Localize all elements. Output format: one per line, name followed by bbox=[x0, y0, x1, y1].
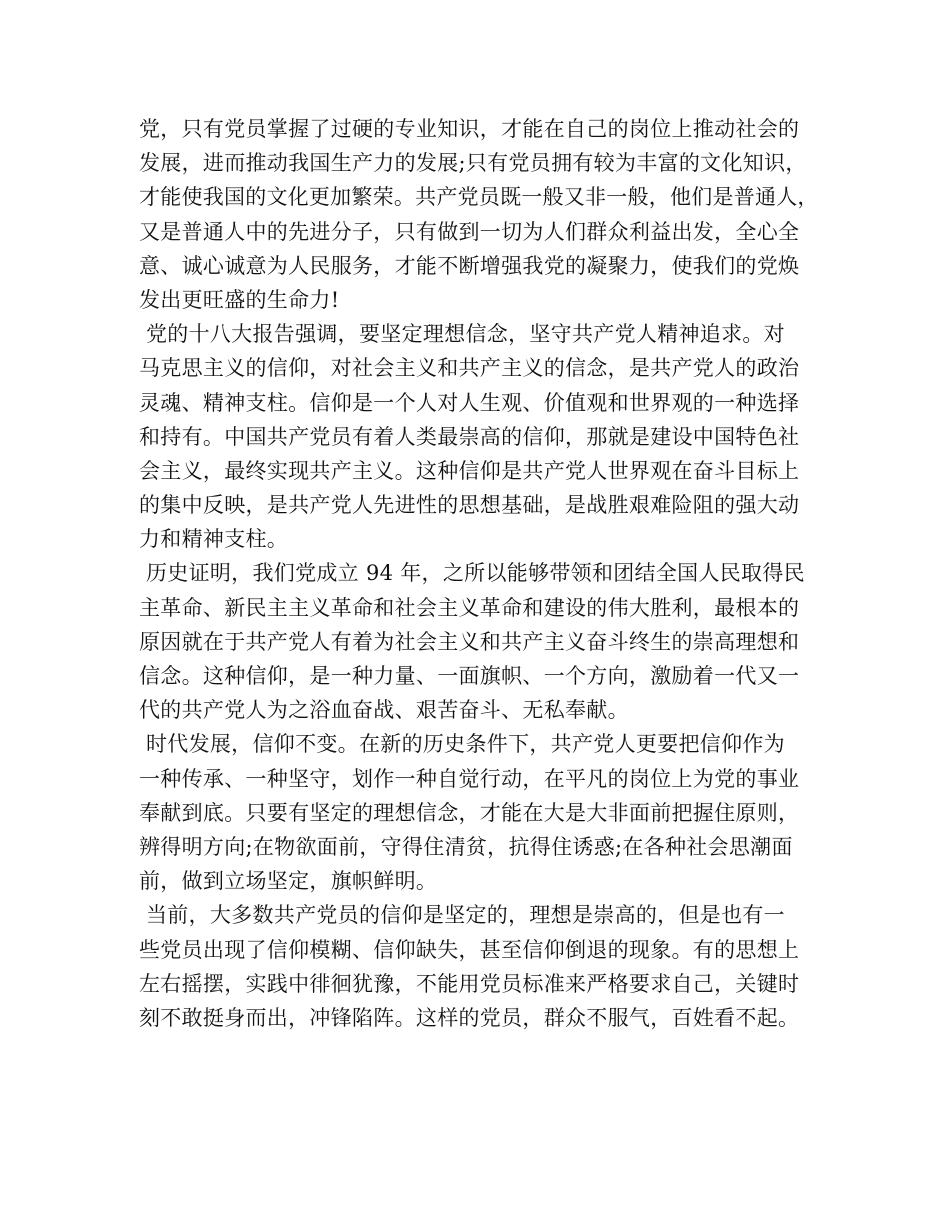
text-line: 和持有。中国共产党员有着人类最崇高的信仰，那就是建设中国特色社 bbox=[139, 424, 800, 449]
text-line: 意、诚心诚意为人民服务，才能不断增强我党的凝聚力，使我们的党焕 bbox=[139, 253, 800, 278]
text-line: 又是普通人中的先进分子，只有做到一切为人们群众利益出发，全心全 bbox=[139, 219, 800, 244]
text-line: 会主义，最终实现共产主义。这种信仰是共产党人世界观在奋斗目标上 bbox=[139, 458, 800, 483]
text-line: 些党员出现了信仰模糊、信仰缺失，甚至信仰倒退的现象。有的思想上 bbox=[139, 937, 800, 962]
text-line: 力和精神支柱。 bbox=[139, 527, 289, 552]
text-line: 时代发展，信仰不变。在新的历史条件下，共产党人更要把信仰作为 bbox=[139, 732, 785, 757]
text-line: 代的共产党人为之浴血奋战、艰苦奋斗、无私奉献。 bbox=[139, 698, 629, 723]
text-line: 当前，大多数共产党员的信仰是坚定的，理想是崇高的，但是也有一 bbox=[139, 903, 785, 928]
text-line: 信念。这种信仰，是一种力量、一面旗帜、一个方向，激励着一代又一 bbox=[139, 664, 800, 688]
text-line: 历史证明，我们党成立 94 年，之所以能够带领和团结全国人民取得民 bbox=[139, 561, 805, 586]
text-line: 灵魂、精神支柱。信仰是一个人对人生观、价值观和世界观的一种选择 bbox=[139, 390, 800, 415]
text-line: 马克思主义的信仰，对社会主义和共产主义的信念，是共产党人的政治 bbox=[139, 356, 800, 381]
document-body bbox=[139, 112, 819, 1035]
text-line: 奉献到底。只要有坚定的理想信念，才能在大是大非面前把握住原则， bbox=[139, 800, 800, 825]
text-line: 才能使我国的文化更加繁荣。共产党员既一般又非一般，他们是普通人， bbox=[139, 185, 819, 210]
text-line: 一种传承、一种坚守，划作一种自觉行动，在平凡的岗位上为党的事业 bbox=[139, 766, 800, 791]
text-line: 原因就在于共产党人有着为社会主义和共产主义奋斗终生的崇高理想和 bbox=[139, 629, 800, 654]
text-line: 党的十八大报告强调，要坚定理想信念，坚守共产党人精神追求。对 bbox=[139, 322, 785, 347]
text-line: 主革命、新民主主义革命和社会主义革命和建设的伟大胜利，最根本的 bbox=[139, 595, 800, 620]
text-line: 发出更旺盛的生命力! bbox=[139, 287, 340, 312]
text-line: 左右摇摆，实践中徘徊犹豫，不能用党员标准来严格要求自己，关键时 bbox=[139, 971, 800, 996]
text-line: 发展，进而推动我国生产力的发展;只有党员拥有较为丰富的文化知识， bbox=[139, 151, 807, 176]
text-line: 辨得明方向;在物欲面前，守得住清贫，抗得住诱惑;在各种社会思潮面 bbox=[139, 834, 793, 859]
text-line: 的集中反映，是共产党人先进性的思想基础，是战胜艰难险阻的强大动 bbox=[139, 493, 800, 518]
text-line: 党，只有党员掌握了过硬的专业知识，才能在自己的岗位上推动社会的 bbox=[139, 117, 800, 141]
text-line: 刻不敢挺身而出，冲锋陷阵。这样的党员，群众不服气，百姓看不起。 bbox=[139, 1005, 800, 1030]
text-line: 前，做到立场坚定，旗帜鲜明。 bbox=[139, 869, 438, 894]
